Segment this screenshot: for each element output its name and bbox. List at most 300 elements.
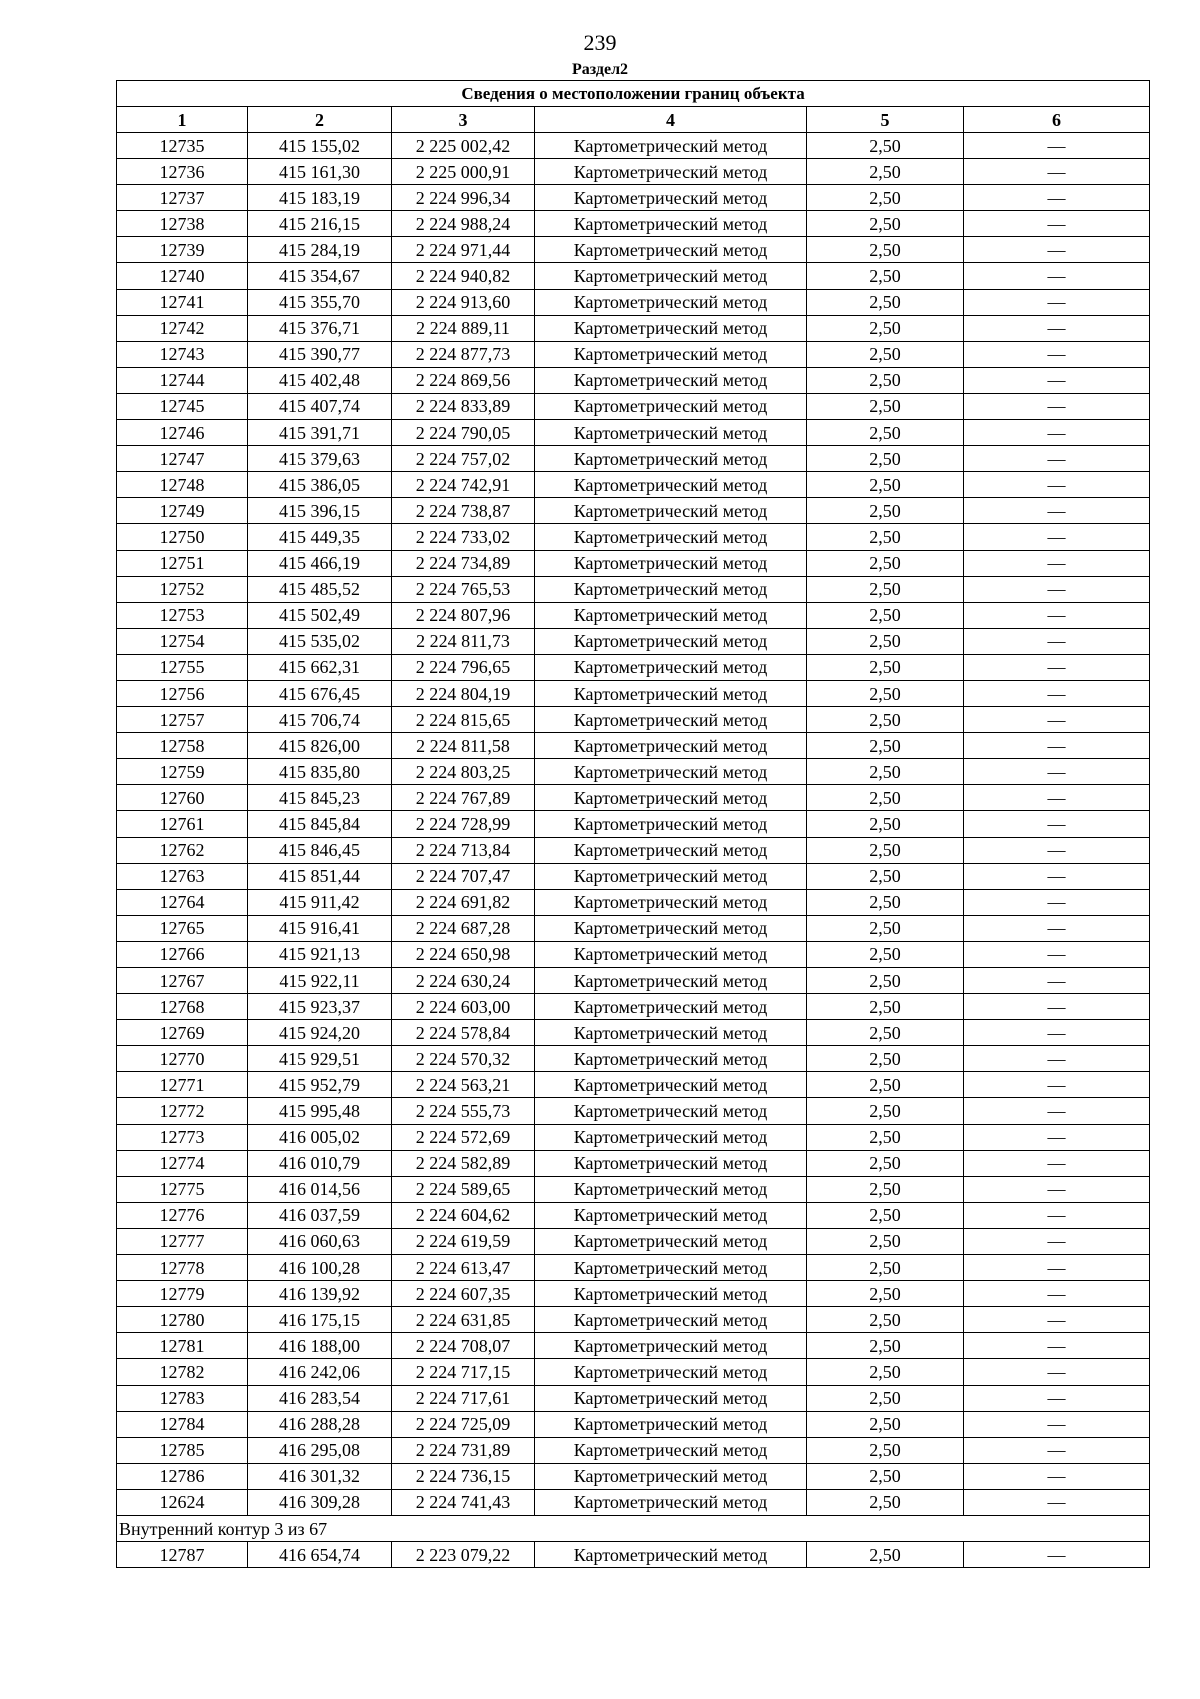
cell-method: Картометрический метод [535,680,807,706]
table-row [117,367,1150,393]
cell-x-coordinate: 416 005,02 [248,1124,392,1150]
cell-y-coordinate: 2 224 604,62 [392,1202,535,1228]
cell-method: Картометрический метод [535,628,807,654]
cell-accuracy: 2,50 [807,498,964,524]
cell-accuracy: 2,50 [807,811,964,837]
cell-x-coordinate: 415 851,44 [248,863,392,889]
cell-note: — [964,498,1150,524]
cell-note: — [964,1046,1150,1072]
cell-x-coordinate: 415 952,79 [248,1072,392,1098]
cell-y-coordinate: 2 224 807,96 [392,602,535,628]
cell-method: Картометрический метод [535,785,807,811]
table-row [117,1176,1150,1202]
table-row [117,1228,1150,1254]
cell-point-number: 12776 [117,1202,248,1228]
cell-note: — [964,837,1150,863]
cell-method: Картометрический метод [535,159,807,185]
table-row [117,420,1150,446]
cell-y-coordinate: 2 224 713,84 [392,837,535,863]
column-number: 6 [964,107,1150,133]
table-row [117,654,1150,680]
table-row [117,1359,1150,1385]
table-row [117,1124,1150,1150]
cell-accuracy: 2,50 [807,915,964,941]
cell-y-coordinate: 2 224 765,53 [392,576,535,602]
cell-y-coordinate: 2 224 650,98 [392,941,535,967]
cell-method: Картометрический метод [535,889,807,915]
cell-point-number: 12762 [117,837,248,863]
cell-method: Картометрический метод [535,915,807,941]
cell-method: Картометрический метод [535,420,807,446]
cell-method: Картометрический метод [535,237,807,263]
cell-accuracy: 2,50 [807,1437,964,1463]
cell-y-coordinate: 2 224 757,02 [392,446,535,472]
cell-point-number: 12742 [117,315,248,341]
cell-point-number: 12735 [117,133,248,159]
cell-y-coordinate: 2 224 815,65 [392,707,535,733]
table-row [117,472,1150,498]
cell-y-coordinate: 2 224 613,47 [392,1255,535,1281]
cell-y-coordinate: 2 224 971,44 [392,237,535,263]
cell-x-coordinate: 415 911,42 [248,889,392,915]
cell-accuracy: 2,50 [807,654,964,680]
cell-x-coordinate: 415 391,71 [248,420,392,446]
table-title-row [117,81,1150,107]
cell-point-number: 12759 [117,759,248,785]
cell-note: — [964,941,1150,967]
cell-y-coordinate: 2 224 708,07 [392,1333,535,1359]
cell-x-coordinate: 415 485,52 [248,576,392,602]
table-row [117,315,1150,341]
cell-point-number: 12765 [117,915,248,941]
cell-x-coordinate: 415 390,77 [248,341,392,367]
cell-x-coordinate: 415 922,11 [248,968,392,994]
cell-y-coordinate: 2 224 687,28 [392,915,535,941]
cell-x-coordinate: 416 301,32 [248,1463,392,1489]
cell-point-number: 12752 [117,576,248,602]
cell-note: — [964,524,1150,550]
cell-y-coordinate: 2 224 796,65 [392,654,535,680]
cell-method: Картометрический метод [535,367,807,393]
table-row [117,263,1150,289]
cell-method: Картометрический метод [535,837,807,863]
cell-y-coordinate: 2 224 589,65 [392,1176,535,1202]
cell-note: — [964,1333,1150,1359]
table-row [117,628,1150,654]
cell-point-number: 12777 [117,1228,248,1254]
boundary-table [116,80,1150,1568]
cell-method: Картометрический метод [535,133,807,159]
cell-accuracy: 2,50 [807,1281,964,1307]
cell-note: — [964,420,1150,446]
cell-x-coordinate: 415 183,19 [248,185,392,211]
cell-accuracy: 2,50 [807,1411,964,1437]
cell-point-number: 12782 [117,1359,248,1385]
cell-accuracy: 2,50 [807,472,964,498]
cell-accuracy: 2,50 [807,759,964,785]
cell-note: — [964,263,1150,289]
cell-accuracy: 2,50 [807,446,964,472]
cell-method: Картометрический метод [535,1255,807,1281]
cell-x-coordinate: 416 175,15 [248,1307,392,1333]
cell-note: — [964,1255,1150,1281]
cell-method: Картометрический метод [535,1124,807,1150]
cell-point-number: 12784 [117,1411,248,1437]
cell-accuracy: 2,50 [807,941,964,967]
cell-x-coordinate: 415 921,13 [248,941,392,967]
cell-x-coordinate: 415 216,15 [248,211,392,237]
cell-point-number: 12753 [117,602,248,628]
cell-accuracy: 2,50 [807,289,964,315]
cell-y-coordinate: 2 224 603,00 [392,994,535,1020]
cell-method: Картометрический метод [535,393,807,419]
table-row [117,994,1150,1020]
cell-method: Картометрический метод [535,315,807,341]
cell-x-coordinate: 415 449,35 [248,524,392,550]
cell-note: — [964,680,1150,706]
cell-method: Картометрический метод [535,1228,807,1254]
cell-x-coordinate: 415 396,15 [248,498,392,524]
cell-method: Картометрический метод [535,498,807,524]
cell-accuracy: 2,50 [807,1489,964,1515]
cell-note: — [964,237,1150,263]
table-row [117,237,1150,263]
cell-x-coordinate: 416 295,08 [248,1437,392,1463]
cell-y-coordinate: 2 224 734,89 [392,550,535,576]
cell-note: — [964,446,1150,472]
cell-point-number: 12772 [117,1098,248,1124]
cell-method: Картометрический метод [535,1307,807,1333]
cell-x-coordinate: 415 826,00 [248,733,392,759]
cell-method: Картометрический метод [535,759,807,785]
cell-accuracy: 2,50 [807,863,964,889]
contour-label: Внутренний контур 3 из 67 [117,1515,1150,1541]
cell-y-coordinate: 2 224 741,43 [392,1489,535,1515]
cell-accuracy: 2,50 [807,1150,964,1176]
cell-point-number: 12736 [117,159,248,185]
table-row [117,1307,1150,1333]
table-row [117,133,1150,159]
cell-x-coordinate: 415 995,48 [248,1098,392,1124]
cell-note: — [964,289,1150,315]
cell-point-number: 12749 [117,498,248,524]
table-row [117,968,1150,994]
cell-y-coordinate: 2 224 736,15 [392,1463,535,1489]
cell-x-coordinate: 415 676,45 [248,680,392,706]
cell-accuracy: 2,50 [807,1255,964,1281]
cell-point-number: 12741 [117,289,248,315]
cell-accuracy: 2,50 [807,1176,964,1202]
cell-y-coordinate: 2 224 619,59 [392,1228,535,1254]
cell-accuracy: 2,50 [807,367,964,393]
cell-method: Картометрический метод [535,1463,807,1489]
cell-note: — [964,707,1150,733]
cell-note: — [964,1359,1150,1385]
cell-method: Картометрический метод [535,863,807,889]
table-row [117,341,1150,367]
table-row [117,211,1150,237]
cell-y-coordinate: 2 225 000,91 [392,159,535,185]
cell-x-coordinate: 416 060,63 [248,1228,392,1254]
cell-method: Картометрический метод [535,1437,807,1463]
cell-accuracy: 2,50 [807,185,964,211]
cell-point-number: 12780 [117,1307,248,1333]
cell-x-coordinate: 415 284,19 [248,237,392,263]
cell-y-coordinate: 2 224 811,73 [392,628,535,654]
cell-point-number: 12769 [117,1020,248,1046]
cell-accuracy: 2,50 [807,889,964,915]
cell-y-coordinate: 2 224 630,24 [392,968,535,994]
cell-method: Картометрический метод [535,1542,807,1568]
cell-x-coordinate: 416 283,54 [248,1385,392,1411]
cell-method: Картометрический метод [535,1202,807,1228]
cell-x-coordinate: 415 924,20 [248,1020,392,1046]
cell-method: Картометрический метод [535,1046,807,1072]
cell-method: Картометрический метод [535,1359,807,1385]
cell-x-coordinate: 416 242,06 [248,1359,392,1385]
table-row [117,863,1150,889]
cell-note: — [964,1072,1150,1098]
table-row [117,1098,1150,1124]
cell-x-coordinate: 415 845,84 [248,811,392,837]
cell-x-coordinate: 416 188,00 [248,1333,392,1359]
cell-x-coordinate: 415 923,37 [248,994,392,1020]
table-row [117,1020,1150,1046]
cell-y-coordinate: 2 224 555,73 [392,1098,535,1124]
table-row [117,602,1150,628]
cell-method: Картометрический метод [535,941,807,967]
cell-method: Картометрический метод [535,1072,807,1098]
cell-method: Картометрический метод [535,524,807,550]
cell-y-coordinate: 2 224 563,21 [392,1072,535,1098]
cell-x-coordinate: 415 502,49 [248,602,392,628]
cell-y-coordinate: 2 224 996,34 [392,185,535,211]
cell-y-coordinate: 2 223 079,22 [392,1542,535,1568]
cell-x-coordinate: 416 037,59 [248,1202,392,1228]
table-row [117,1489,1150,1515]
cell-accuracy: 2,50 [807,968,964,994]
cell-note: — [964,367,1150,393]
cell-accuracy: 2,50 [807,524,964,550]
cell-x-coordinate: 416 139,92 [248,1281,392,1307]
cell-note: — [964,185,1150,211]
cell-y-coordinate: 2 224 570,32 [392,1046,535,1072]
table-row [117,915,1150,941]
cell-method: Картометрический метод [535,1281,807,1307]
cell-y-coordinate: 2 224 869,56 [392,367,535,393]
cell-accuracy: 2,50 [807,315,964,341]
cell-accuracy: 2,50 [807,133,964,159]
cell-method: Картометрический метод [535,446,807,472]
table-row [117,576,1150,602]
cell-note: — [964,1228,1150,1254]
cell-point-number: 12785 [117,1437,248,1463]
cell-note: — [964,994,1150,1020]
column-number-row [117,107,1150,133]
table-title: Сведения о местоположении границ объекта [117,81,1150,107]
cell-x-coordinate: 415 706,74 [248,707,392,733]
cell-accuracy: 2,50 [807,1542,964,1568]
cell-point-number: 12737 [117,185,248,211]
column-number: 2 [248,107,392,133]
cell-point-number: 12748 [117,472,248,498]
cell-x-coordinate: 416 100,28 [248,1255,392,1281]
cell-accuracy: 2,50 [807,341,964,367]
table-row [117,680,1150,706]
cell-point-number: 12787 [117,1542,248,1568]
cell-note: — [964,1542,1150,1568]
cell-x-coordinate: 415 376,71 [248,315,392,341]
cell-accuracy: 2,50 [807,1359,964,1385]
cell-point-number: 12767 [117,968,248,994]
cell-accuracy: 2,50 [807,1307,964,1333]
cell-y-coordinate: 2 224 811,58 [392,733,535,759]
cell-x-coordinate: 415 535,02 [248,628,392,654]
table-row [117,1437,1150,1463]
cell-accuracy: 2,50 [807,1202,964,1228]
cell-y-coordinate: 2 224 790,05 [392,420,535,446]
table-body-part2 [117,1542,1150,1568]
table-row [117,1333,1150,1359]
cell-y-coordinate: 2 224 833,89 [392,393,535,419]
cell-method: Картометрический метод [535,289,807,315]
cell-note: — [964,211,1150,237]
cell-x-coordinate: 415 662,31 [248,654,392,680]
cell-method: Картометрический метод [535,1020,807,1046]
cell-method: Картометрический метод [535,550,807,576]
cell-accuracy: 2,50 [807,420,964,446]
cell-method: Картометрический метод [535,263,807,289]
cell-note: — [964,889,1150,915]
table-row [117,733,1150,759]
cell-point-number: 12746 [117,420,248,446]
cell-x-coordinate: 416 309,28 [248,1489,392,1515]
cell-y-coordinate: 2 224 578,84 [392,1020,535,1046]
cell-accuracy: 2,50 [807,211,964,237]
cell-note: — [964,759,1150,785]
cell-x-coordinate: 415 845,23 [248,785,392,811]
cell-note: — [964,1202,1150,1228]
cell-note: — [964,472,1150,498]
cell-accuracy: 2,50 [807,837,964,863]
cell-method: Картометрический метод [535,211,807,237]
cell-point-number: 12624 [117,1489,248,1515]
table-row [117,1542,1150,1568]
cell-accuracy: 2,50 [807,393,964,419]
cell-point-number: 12743 [117,341,248,367]
cell-accuracy: 2,50 [807,994,964,1020]
cell-x-coordinate: 415 161,30 [248,159,392,185]
cell-accuracy: 2,50 [807,263,964,289]
cell-method: Картометрический метод [535,733,807,759]
table-row [117,498,1150,524]
cell-method: Картометрический метод [535,185,807,211]
cell-x-coordinate: 416 288,28 [248,1411,392,1437]
cell-note: — [964,654,1150,680]
cell-accuracy: 2,50 [807,1463,964,1489]
column-number: 5 [807,107,964,133]
cell-method: Картометрический метод [535,576,807,602]
table-row [117,1411,1150,1437]
cell-note: — [964,1281,1150,1307]
cell-note: — [964,1463,1150,1489]
column-number: 3 [392,107,535,133]
cell-point-number: 12771 [117,1072,248,1098]
cell-y-coordinate: 2 224 742,91 [392,472,535,498]
cell-accuracy: 2,50 [807,237,964,263]
cell-y-coordinate: 2 224 738,87 [392,498,535,524]
cell-y-coordinate: 2 224 988,24 [392,211,535,237]
cell-y-coordinate: 2 224 803,25 [392,759,535,785]
cell-x-coordinate: 415 846,45 [248,837,392,863]
cell-accuracy: 2,50 [807,550,964,576]
cell-x-coordinate: 415 929,51 [248,1046,392,1072]
cell-point-number: 12745 [117,393,248,419]
cell-point-number: 12781 [117,1333,248,1359]
table-body-part1 [117,133,1150,1516]
cell-note: — [964,1489,1150,1515]
table-row [117,393,1150,419]
table-row [117,1150,1150,1176]
cell-y-coordinate: 2 224 728,99 [392,811,535,837]
cell-note: — [964,550,1150,576]
cell-method: Картометрический метод [535,472,807,498]
cell-point-number: 12763 [117,863,248,889]
cell-method: Картометрический метод [535,968,807,994]
cell-y-coordinate: 2 224 572,69 [392,1124,535,1150]
cell-y-coordinate: 2 224 691,82 [392,889,535,915]
cell-method: Картометрический метод [535,602,807,628]
table-row [117,1202,1150,1228]
cell-point-number: 12754 [117,628,248,654]
cell-accuracy: 2,50 [807,1124,964,1150]
cell-x-coordinate: 416 010,79 [248,1150,392,1176]
table-row [117,1281,1150,1307]
cell-accuracy: 2,50 [807,733,964,759]
cell-x-coordinate: 416 014,56 [248,1176,392,1202]
cell-note: — [964,863,1150,889]
cell-method: Картометрический метод [535,1176,807,1202]
cell-method: Картометрический метод [535,1385,807,1411]
cell-note: — [964,915,1150,941]
cell-y-coordinate: 2 224 940,82 [392,263,535,289]
cell-note: — [964,602,1150,628]
cell-note: — [964,1176,1150,1202]
cell-x-coordinate: 415 386,05 [248,472,392,498]
cell-point-number: 12747 [117,446,248,472]
cell-y-coordinate: 2 224 877,73 [392,341,535,367]
cell-note: — [964,133,1150,159]
table-row [117,811,1150,837]
cell-method: Картометрический метод [535,994,807,1020]
cell-note: — [964,315,1150,341]
cell-x-coordinate: 415 407,74 [248,393,392,419]
cell-x-coordinate: 415 379,63 [248,446,392,472]
cell-y-coordinate: 2 224 717,15 [392,1359,535,1385]
cell-y-coordinate: 2 224 804,19 [392,680,535,706]
cell-method: Картометрический метод [535,1098,807,1124]
cell-accuracy: 2,50 [807,1098,964,1124]
column-number: 4 [535,107,807,133]
cell-note: — [964,159,1150,185]
table-row [117,1463,1150,1489]
cell-accuracy: 2,50 [807,1385,964,1411]
cell-point-number: 12786 [117,1463,248,1489]
table-row [117,1072,1150,1098]
cell-y-coordinate: 2 224 582,89 [392,1150,535,1176]
table-row [117,889,1150,915]
contour-row [117,1515,1150,1541]
